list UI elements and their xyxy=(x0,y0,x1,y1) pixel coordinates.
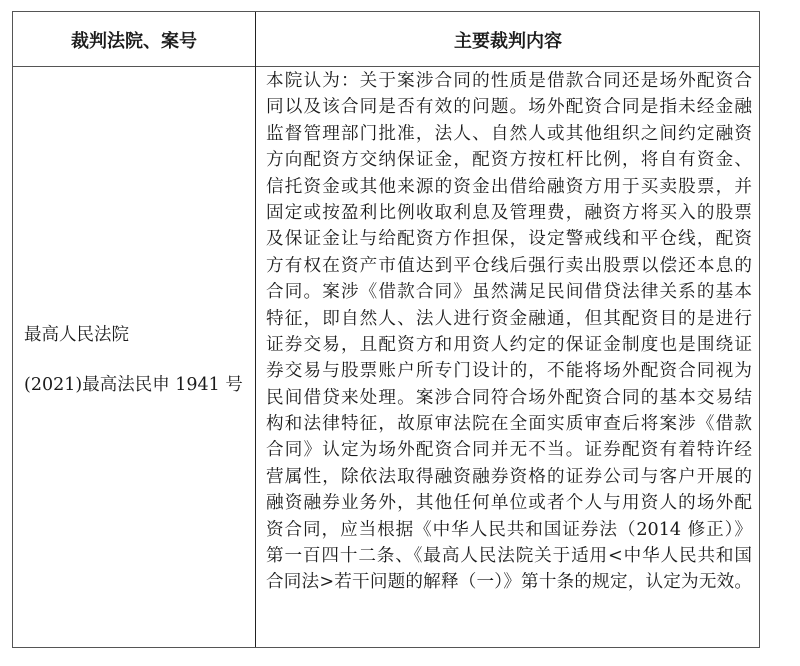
content-line: 方向配资方交纳保证金，配资方按杠杆比例，将自有资金、 xyxy=(266,150,752,171)
case-number: (2021)最高法民申 1941 号 xyxy=(24,375,243,395)
content-line: 方有权在资产市值达到平仓线后强行卖出股票以偿还本息的 xyxy=(266,255,752,276)
content-line: 合同法>若干问题的解释（一）》第十条的规定，认定为无效。 xyxy=(266,572,752,593)
content-line: 同以及该合同是否有效的问题。场外配资合同是指未经金融 xyxy=(266,97,752,118)
judgment-content xyxy=(266,68,752,596)
content-line: 构和法律特征，故原审法院在全面实质审查后将案涉《借款 xyxy=(266,414,752,435)
content-line: 第一百四十二条、《最高人民法院关于适用<中华人民共和国 xyxy=(266,546,752,567)
content-line: 证券交易，且配资方和用资人约定的保证金制度也是围绕证 xyxy=(266,334,752,355)
content-line: 合同》认定为场外配资合同并无不当。证券配资有着特许经 xyxy=(266,440,752,461)
court-name: 最高人民法院 xyxy=(24,325,129,345)
column-divider xyxy=(255,12,256,647)
header-court-case: 裁判法院、案号 xyxy=(71,31,197,52)
content-line: 本院认为：关于案涉合同的性质是借款合同还是场外配资合 xyxy=(266,71,752,91)
header-divider xyxy=(13,66,759,67)
content-line: 合同。案涉《借款合同》虽然满足民间借贷法律关系的基本 xyxy=(266,282,752,303)
content-line: 固定或按盈利比例收取利息及管理费，融资方将买入的股票 xyxy=(266,202,752,223)
content-line: 融资融券业务外，其他任何单位或者个人与用资人的场外配 xyxy=(266,493,752,514)
content-line: 券交易与股票账户所专门设计的，不能将场外配资合同视为 xyxy=(266,361,752,382)
judgment-table xyxy=(12,11,760,648)
content-line: 监督管理部门批准，法人、自然人或其他组织之间约定融资 xyxy=(266,123,752,144)
content-line: 信托资金或其他来源的资金出借给融资方用于买卖股票，并 xyxy=(266,176,752,197)
content-line: 及保证金让与给配资方作担保，设定警戒线和平仓线，配资 xyxy=(266,229,752,250)
header-main-content: 主要裁判内容 xyxy=(454,31,562,52)
content-line: 资合同，应当根据《中华人民共和国证券法（2014 修正）》 xyxy=(266,519,752,540)
content-line: 民间借贷来处理。案涉合同符合场外配资合同的基本交易结 xyxy=(266,387,752,408)
content-line: 特征，即自然人、法人进行资金融通，但其配资目的是进行 xyxy=(266,308,752,329)
content-line: 营属性，除依法取得融资融券资格的证券公司与客户开展的 xyxy=(266,466,752,487)
